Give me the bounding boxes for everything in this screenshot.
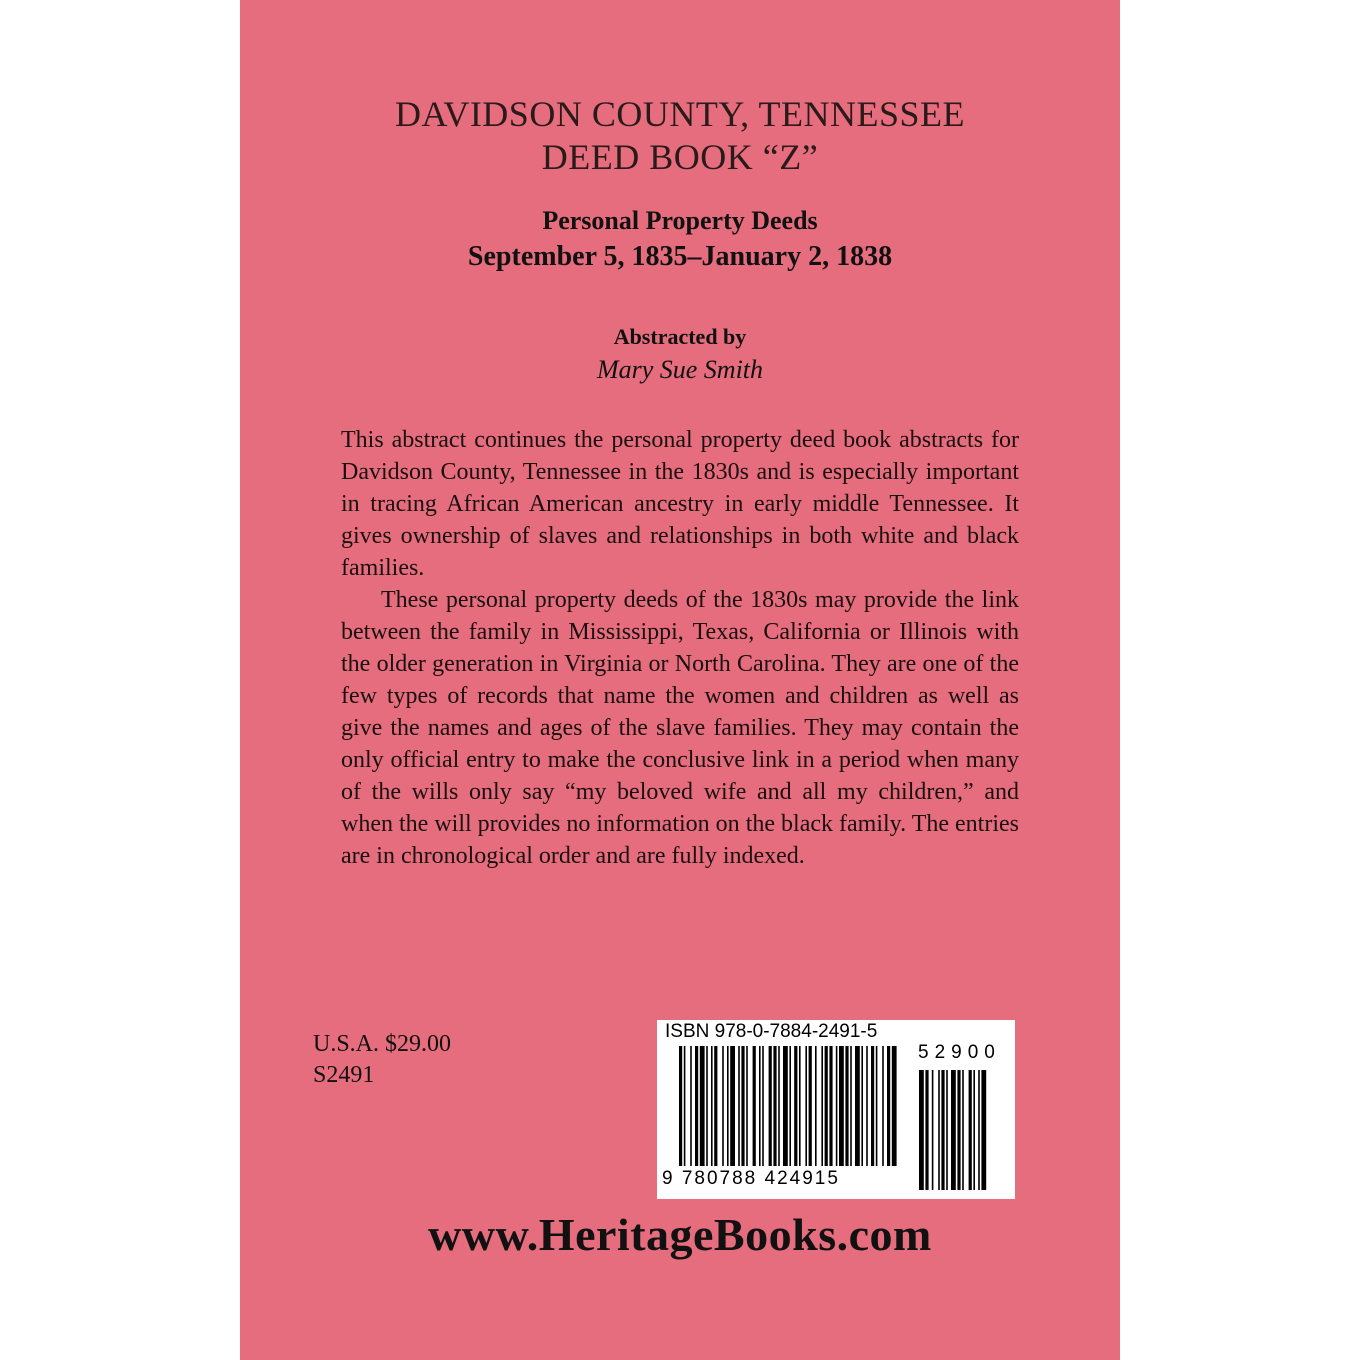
- title-line-1: DAVIDSON COUNTY, TENNESSEE: [394, 94, 966, 134]
- description: [341, 424, 1019, 872]
- subtitle-line-1: Personal Property Deeds: [542, 206, 818, 235]
- isbn-label: ISBN 978-0-7884-2491-5: [665, 1021, 878, 1042]
- barcode-digits: 9 780788 424915: [662, 1168, 840, 1189]
- price-label: U.S.A. $29.00: [313, 1031, 452, 1057]
- abstracted-by-label: Abstracted by: [613, 324, 747, 349]
- isbn-barcode: [657, 1020, 1015, 1199]
- author-name: Mary Sue Smith: [596, 355, 764, 384]
- description-paragraph-2: These personal property deeds of the 1830s may provide the link between the family in Mississippi, Texas, California or Illinois with the older generation in Virginia or North Carolina. They are one of the few types of records that name the women and children as well as give the names and ages of the slave families. They may contain the only official entry to make the conclusive link in a period when many of the wills only say “my beloved wife and all my children,” and when the will provides no information on the black family. The entries are in chronological order and are fully indexed.: [341, 587, 1019, 869]
- title-line-2: DEED BOOK “Z”: [541, 137, 819, 177]
- website-url: www.HeritageBooks.com: [428, 1209, 932, 1260]
- subtitle-line-2: September 5, 1835–January 2, 1838: [467, 241, 893, 272]
- addon-price-code: 52900: [918, 1042, 1001, 1063]
- description-paragraph-1: This abstract continues the personal property deed book abstracts for Davidson County, Tennessee in the 1830s and is especially important in tracing African American ancestry in early middle Tennessee. It gives ownership of slaves and relationships in both white and black families.: [341, 427, 1019, 581]
- book-back-cover: [240, 0, 1120, 1360]
- product-code: S2491: [313, 1062, 375, 1088]
